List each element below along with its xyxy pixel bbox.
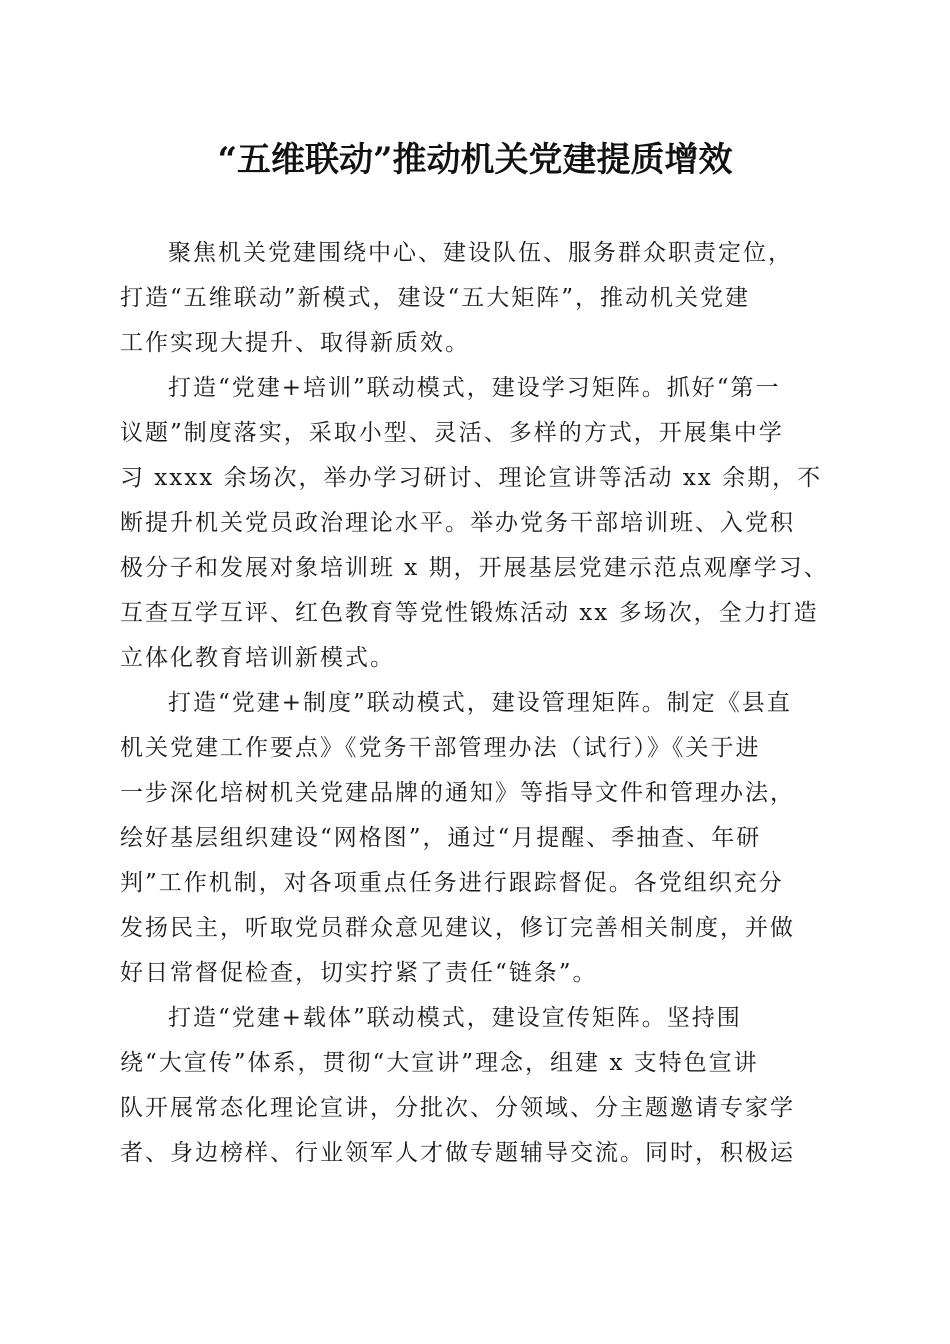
paragraph-line: 打造“五维联动”新模式，建设“五大矩阵”，推动机关党建 [120, 285, 751, 311]
paragraph-line: 队开展常态化理论宣讲，分批次、分领域、分主题邀请专家学 [120, 1095, 795, 1121]
paragraph-line: 习 xxxx 余场次，举办学习研讨、理论宣讲等活动 xx 余期，不 [120, 465, 823, 491]
paragraph-line: 打造“党建+制度”联动模式，建设管理矩阵。制定《县直 [168, 690, 792, 716]
paragraph-line: 发扬民主，听取党员群众意见建议，修订完善相关制度，并做 [120, 915, 795, 941]
paragraph-line: 聚焦机关党建围绕中心、建设队伍、服务群众职责定位， [168, 240, 793, 266]
paragraph-line: 打造“党建+载体”联动模式，建设宣传矩阵。坚持围 [168, 1005, 742, 1031]
paragraph-line: 断提升机关党员政治理论水平。举办党务干部培训班、入党积 [120, 510, 795, 536]
paragraph-line: 判”工作机制，对各项重点任务进行跟踪督促。各党组织充分 [120, 870, 784, 896]
paragraph-line: 绘好基层组织建设“网格图”，通过“月提醒、季抽查、年研 [120, 825, 762, 851]
paragraph-line: 者、身边榜样、行业领军人才做专题辅导交流。同时，积极运 [120, 1140, 795, 1166]
paragraph-line: 好日常督促检查，切实拧紧了责任“链条”。 [120, 960, 598, 986]
paragraph-line: 工作实现大提升、取得新质效。 [120, 330, 470, 356]
document-title: “五维联动”推动机关党建提质增效 [217, 140, 733, 180]
paragraph-line: 互查互学互评、红色教育等党性锻炼活动 xx 多场次，全力打造 [120, 600, 819, 626]
paragraph-line: 打造“党建+培训”联动模式，建设学习矩阵。抓好“第一 [168, 375, 781, 401]
paragraph-line: 议题”制度落实，采取小型、灵活、多样的方式，开展集中学 [120, 420, 784, 446]
paragraph-line: 一步深化培树机关党建品牌的通知》等指导文件和管理办法， [120, 780, 795, 806]
paragraph-line: 绕“大宣传”体系，贯彻“大宣讲”理念，组建 x 支特色宣讲 [120, 1050, 759, 1076]
paragraph-line: 极分子和发展对象培训班 x 期，开展基层党建示范点观摩学习、 [120, 555, 829, 581]
paragraph-line: 机关党建工作要点》《党务干部管理办法（试行）》《关于进 [120, 735, 761, 761]
paragraph-line: 立体化教育培训新模式。 [120, 645, 395, 671]
